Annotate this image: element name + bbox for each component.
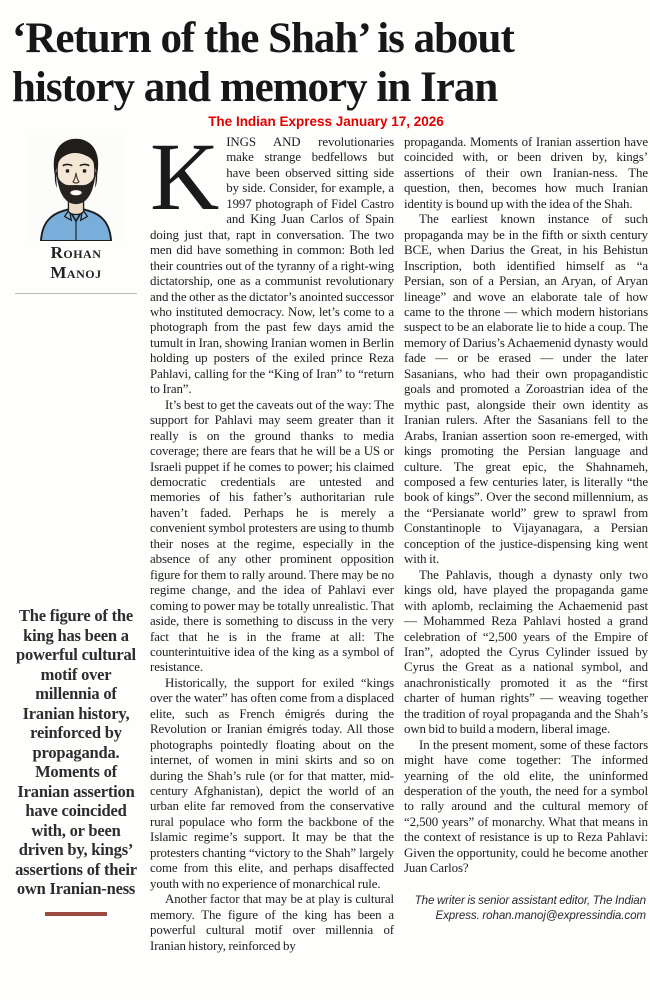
paragraph: Another factor that may be at play is cultural memory. The figure of the king has been a powerful cultural motif over millennia of Iranian history, reinforced by	[150, 892, 394, 953]
author-portrait-illustration	[24, 135, 128, 241]
headline-line-1: ‘Return of the Shah’ is about	[12, 15, 514, 62]
headline-line-2: history and memory in Iran	[12, 64, 498, 111]
paragraph: It’s best to get the caveats out of the way: The support for Pahlavi may seem greater than it really is on the ground thanks to media coverage; there are fears that he will be a US or Israeli puppet if he comes to power; his claimed democratic credentials are untested and memories of his father’s authoritarian rule haven’t faded. Perhaps he is merely a convenient symbol protesters are using to thumb their noses at the regime, especially in the absence of any other prominent opposition figure for them to rally around. There may be no regime change, and the idea of Pahlavi ever coming to power may be totally unrealistic. That aside, there is something to discuss in the very fact that he is in the frame at all: The counterintuitive idea of the king as a symbol of resistance.	[150, 397, 394, 675]
author-portrait	[24, 135, 128, 241]
pull-quote: The figure of the king has been a powerful cultural motif over millennia of Iranian history, reinforced by propaganda. Moments of Iranian assertion have coincided with, or been driven by, kings’ assertions of their own Iranian-ness	[15, 606, 137, 898]
body-column-2	[404, 135, 648, 954]
dateline: The Indian Express January 17, 2026	[208, 114, 444, 129]
author-name: Rohan Manoj	[50, 243, 102, 282]
author-block	[12, 135, 140, 294]
paragraph: propaganda. Moments of Iranian assertion have coincided with, or been driven by, kings’ assertions of their own Iranian-ness. The question, then, becomes how much Iranian identity is bound up with the idea of the Shah.	[404, 135, 648, 211]
writer-credit: The writer is senior assistant editor, The Indian Express. rohan.manoj@expressindia.com	[414, 893, 646, 922]
pull-quote-rule	[45, 912, 107, 916]
paragraph	[150, 123, 394, 398]
author-divider	[15, 293, 137, 294]
paragraph: Historically, the support for exiled “kings over the water” has often come from a displaced elite, such as French émigrés during the Revolution or Iranian émigrés today. All those photographs pointedly floating about on the internet, of women in mini skirts and so on during the Shah’s rule (or for that matter, mid-century Afghanistan), depict the world of an urban elite far removed from the conservative rural populace who form the backbone of the Islamic regime’s support. It may be that the protesters chanting “victory to the Shah” largely come from this elite, and perhaps disaffected youth with no experience of monarchical rule.	[150, 675, 394, 891]
paragraph-text: INGS AND revolutionaries make strange bedfellows but have been observed sitting side by side. Consider, for example, a 1997 photograph of Fidel Castro and King Juan Carlos of Spain doing just that, rapt in conversation. The two men did have something in common: Both led their countries out of the tyranny of a right-wing dictatorship, one as a communist revolutionary and the other as the dictator’s anointed successor who instituted democracy. Now, let’s come to a photograph from the past few days amid the tumult in Iran, showing Iranian women in Berlin holding up posters of the exiled prince Reza Pahlavi, calling for the “King of Iran” to “return to Iran”.	[150, 135, 394, 397]
paragraph: The Pahlavis, though a dynasty only two kings old, have played the propaganda game with aplomb, reclaiming the Achaemenid past — Mohammed Reza Pahlavi hosted a grand celebration of “2,500 years of the Empire of Iran”, adopted the Cyrus Cylinder issued by Cyrus the Great as a national symbol, and anachronistically promoted it as the “first charter of human rights” — weaving together the tradition of royal propaganda and the Shah’s own bid to build a modern, liberal image.	[404, 567, 648, 737]
column-layout	[12, 123, 648, 954]
paragraph: The earliest known instance of such propaganda may be in the fifth or sixth century BCE, when Darius the Great, in his Behistun Inscription, both identified himself as “a Persian, son of a Persian, an Aryan, of Aryan lineage” and wove an elaborate tale of how came to the throne — which modern historians suspect to be an elaborate lie to hide a coup. The memory of Darius’s Achaemenid dynasty would fade — or be erased — under the later Sasanians, who had their own propagandistic goals and promoted a Zoroastrian idea of the mythic past, alongside their own identity as Iranian rulers. After the Sasanians fell to the Arabs, Iranian assertion soon re-emerged, with kings promoting the Persian language and culture. The great epic, the Shahnameh, composed a few centuries later, is literally “the book of kings”. Over the second millennium, as the “Persianate world” grew to sprawl from Constantinople to Vijayanagara, a Persian conception of the justice-dispensing king went with it.	[404, 212, 648, 567]
article-headline	[12, 14, 640, 112]
drop-cap: K	[150, 123, 220, 230]
paragraph: In the present moment, some of these factors might have come together: The informed yearning of the old elite, the uninformed desperation of the youth, the need for a symbol to rally around and the cultural memory of “2,500 years” of monarchy. What that means in the context of resistance is up to Reza Pahlavi: Given the opportunity, could he become another Juan Carlos?	[404, 737, 648, 876]
left-rail	[12, 135, 140, 954]
body-column-1	[150, 123, 394, 954]
